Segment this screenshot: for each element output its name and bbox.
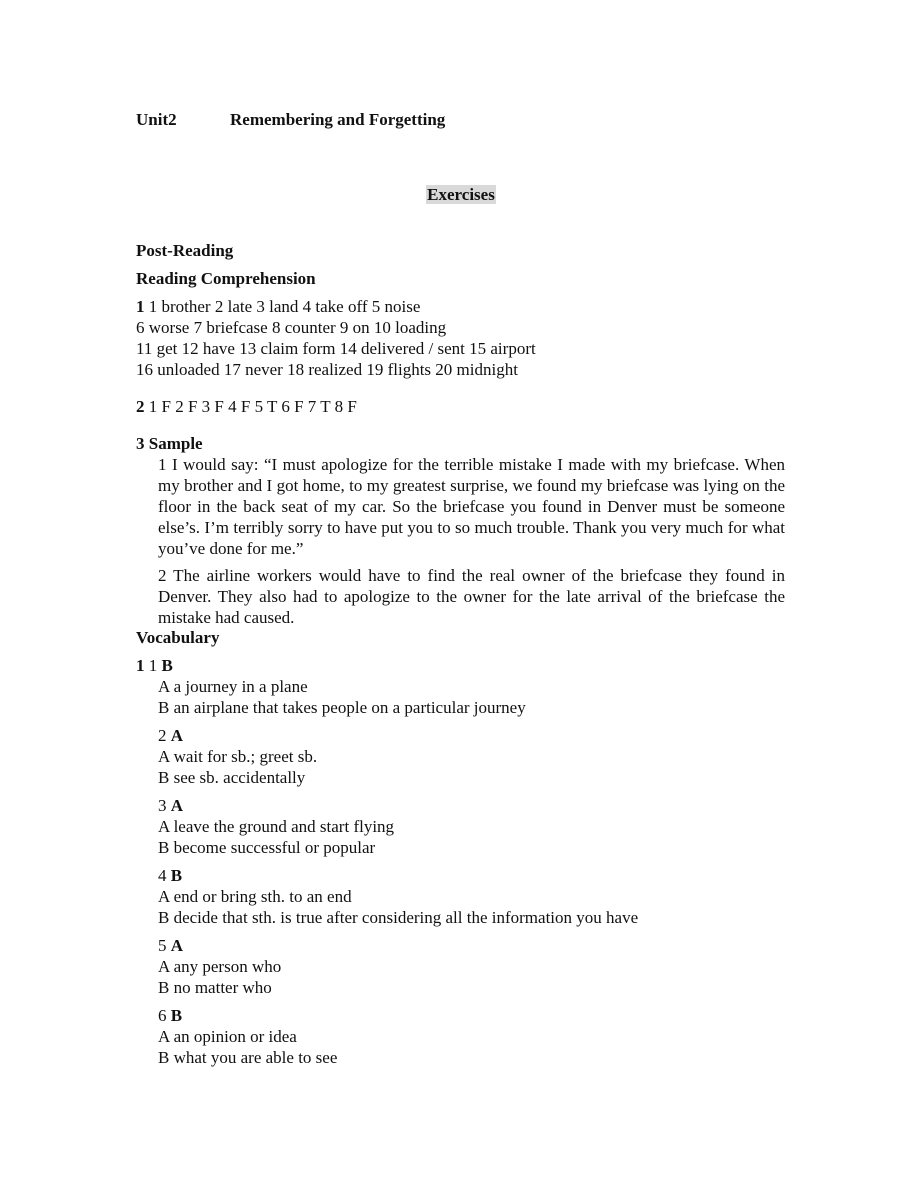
vocab-item-6-header xyxy=(158,1005,182,1026)
vocab-item-answer: B xyxy=(170,866,183,885)
vocab-item-4-option-b: B decide that sth. is true after considering all the information you have xyxy=(158,908,639,927)
vocab-item-5-option-a: A any person who xyxy=(158,957,282,976)
vocab-item-answer: B xyxy=(170,1006,183,1025)
exercises-title: Exercises xyxy=(427,185,495,204)
rc-ex2-answers: 1 F 2 F 3 F 4 F 5 T 6 F 7 T 8 F xyxy=(148,397,357,416)
vocabulary-heading: Vocabulary xyxy=(136,628,220,647)
vocab-item-1-header xyxy=(136,655,173,676)
vocab-item-answer: A xyxy=(170,796,184,815)
vocab-item-2-option-a: A wait for sb.; greet sb. xyxy=(158,747,318,766)
post-reading-heading: Post-Reading xyxy=(136,241,234,260)
rc-ex1-text: 1 brother 2 late 3 land 4 take off 5 noise xyxy=(148,297,421,316)
vocab-item-3-option-a: A leave the ground and start flying xyxy=(158,817,395,836)
rc-ex2-number: 2 xyxy=(136,397,145,416)
rc-ex1-line-4: 16 unloaded 17 never 18 realized 19 flights 20 midnight xyxy=(136,360,518,379)
vocab-item-4-option-a: A end or bring sth. to an end xyxy=(158,887,352,906)
rc-ex1-line-2: 6 worse 7 briefcase 8 counter 9 on 10 loading xyxy=(136,318,447,337)
reading-comprehension-heading: Reading Comprehension xyxy=(136,269,316,288)
vocab-item-5-option-b: B no matter who xyxy=(158,978,272,997)
vocab-item-number: 2 xyxy=(158,726,167,745)
rc-ex3-paragraph-2: 2 The airline workers would have to find the real owner of the briefcase they found in Denver. They also had to apologize to the owner for the late arrival of the briefcase the mistake had caused. xyxy=(158,566,785,627)
vocab-item-number: 6 xyxy=(158,1006,167,1025)
rc-ex3-heading: 3 Sample xyxy=(136,434,203,453)
unit-heading xyxy=(136,109,445,130)
vocab-item-3-header xyxy=(158,795,183,816)
vocab-item-2-header xyxy=(158,725,183,746)
rc-ex1-line-3: 11 get 12 have 13 claim form 14 delivered / sent 15 airport xyxy=(136,339,536,358)
vocab-item-answer: B xyxy=(161,656,173,675)
vocab-item-5-header xyxy=(158,935,183,956)
vocab-item-2-option-b: B see sb. accidentally xyxy=(158,768,306,787)
vocab-item-3-option-b: B become successful or popular xyxy=(158,838,376,857)
vocab-ex-number: 1 xyxy=(136,656,145,675)
vocab-item-number: 3 xyxy=(158,796,167,815)
vocab-item-6-option-a: A an opinion or idea xyxy=(158,1027,297,1046)
vocab-item-number: 4 xyxy=(158,866,167,885)
rc-ex3-paragraph-1: 1 I would say: “I must apologize for the terrible mistake I made with my briefcase. When my brother and I got home, to my greatest surprise, we found my briefcase was lying on the floor in the back seat of my car. So the briefcase you found in Denver must be someone else’s. I’m terribly sorry to have put you to so much trouble. Thank you very much for what you’ve done for me.” xyxy=(158,455,785,558)
unit-title: Remembering and Forgetting xyxy=(230,110,446,129)
vocab-item-number: 1 xyxy=(148,656,158,675)
vocab-item-answer: A xyxy=(170,936,184,955)
rc-ex1-line-1 xyxy=(136,296,420,317)
vocab-item-4-header xyxy=(158,865,182,886)
vocab-item-answer: A xyxy=(170,726,184,745)
unit-number: Unit2 xyxy=(136,110,177,129)
vocab-item-1-option-a: A a journey in a plane xyxy=(158,677,308,696)
vocab-item-1-option-b: B an airplane that takes people on a particular journey xyxy=(158,698,526,717)
rc-ex1-number: 1 xyxy=(136,297,145,316)
section-title xyxy=(136,184,786,205)
vocab-item-number: 5 xyxy=(158,936,167,955)
vocab-item-6-option-b: B what you are able to see xyxy=(158,1048,338,1067)
rc-ex2 xyxy=(136,396,357,417)
